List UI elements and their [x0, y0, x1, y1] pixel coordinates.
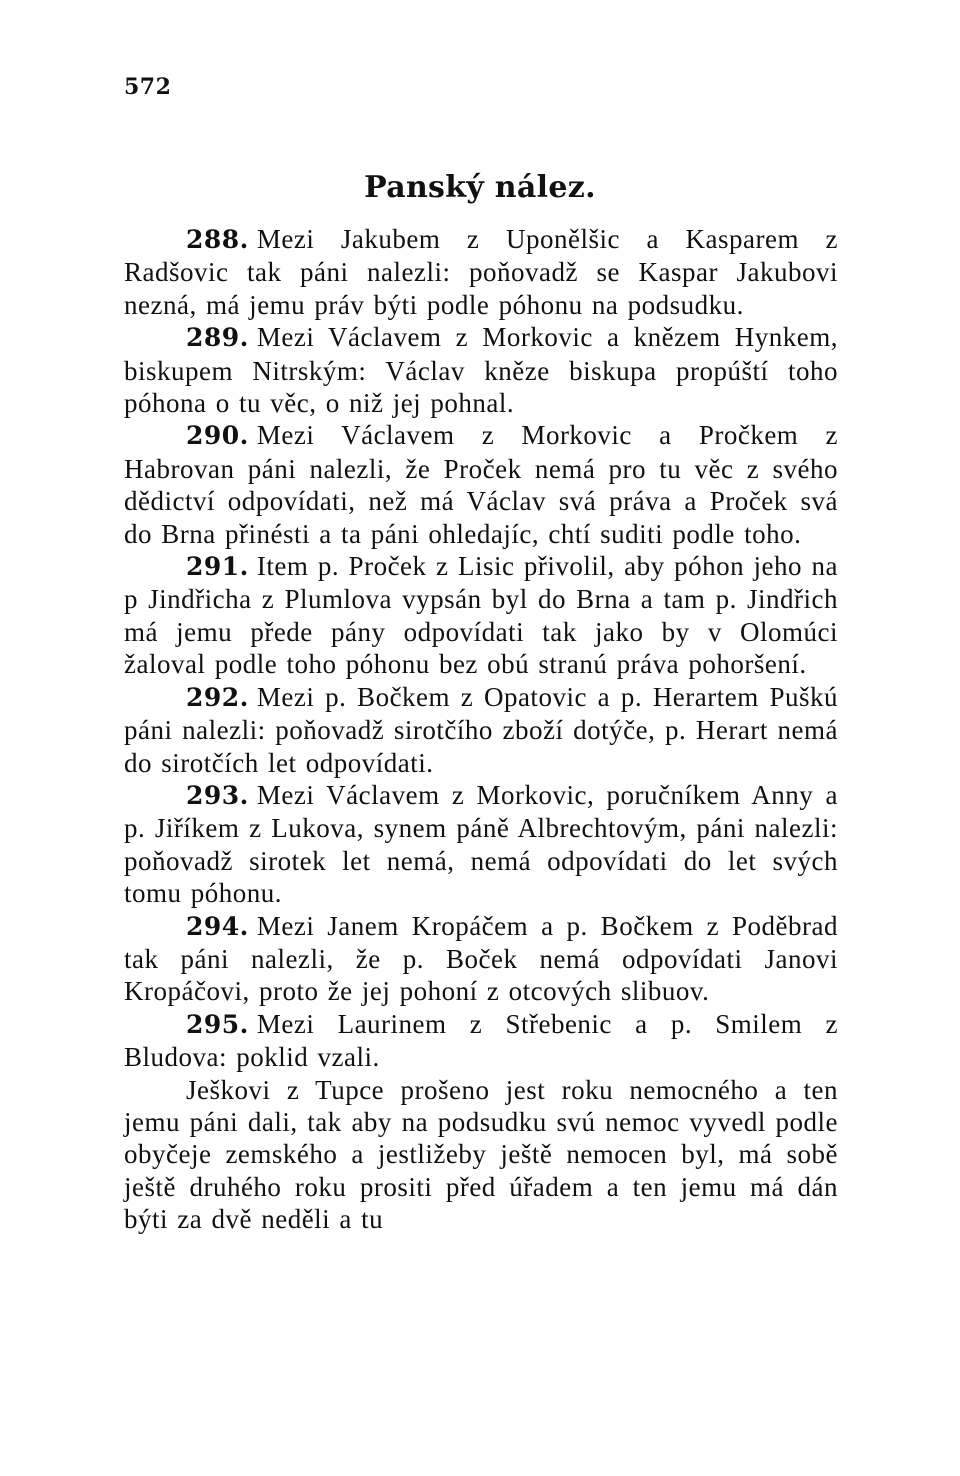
- paragraph-jeskovi: [124, 1074, 838, 1236]
- entry-number: 295.: [186, 1009, 249, 1039]
- page-number: 572: [124, 74, 172, 100]
- entry-294: [124, 910, 838, 1008]
- entry-290: [124, 419, 838, 550]
- entry-text: Mezi Jakubem z Uponělšic a Kasparem z Radšovic tak páni nalezli: poňovadž se Kaspar Jakubovi nezná, má jemu práv býti podle póhonu na podsudku.: [124, 224, 838, 320]
- entry-288: [124, 223, 838, 321]
- entry-number: 289.: [186, 323, 249, 353]
- entry-291: [124, 550, 838, 681]
- entry-text: Mezi Václavem z Morkovic a Pročkem z Habrovan páni nalezli, že Proček nemá pro tu věc z svého dědictví odpovídati, než má Václav svá práva a Proček svá do Brna přinésti a ta páni ohledajíc, chtí suditi podle toho.: [124, 420, 838, 549]
- entry-number: 288.: [186, 225, 249, 254]
- entry-number: 291.: [186, 552, 249, 582]
- body-text: [124, 223, 838, 1236]
- entry-text: Mezi Václavem z Morkovic a knězem Hynkem, biskupem Nitrským: Václav kněze biskupa propúští toho póhona o tu věc, o niž jej pohnal.: [124, 322, 838, 419]
- entry-number: 293.: [186, 780, 249, 810]
- entry-295: [124, 1008, 838, 1074]
- entry-text: Mezi Janem Kropáčem a p. Bočkem z Poděbrad tak páni nalezli, že p. Boček nemá odpovídati Janovi Kropáčovi, proto že jej pohoní z otcových slibuov.: [124, 910, 838, 1007]
- entry-number: 294.: [186, 911, 249, 941]
- entry-293: [124, 779, 838, 910]
- entry-number: 292.: [186, 682, 249, 712]
- page-title: Panský nález.: [364, 170, 596, 205]
- entry-text: Item p. Proček z Lisic přivolil, aby póhon jeho na p Jindřicha z Plumlova vypsán byl do Brna a tam p. Jindřich má jemu přede pány odpovídati tak jako by v Olomúci žaloval podle toho póhonu bez obú stranú práva pohoršení.: [124, 551, 838, 680]
- entry-292: [124, 681, 838, 779]
- entry-number: 290.: [186, 421, 249, 451]
- entry-289: [124, 321, 838, 419]
- entry-text: Mezi Václavem z Morkovic, poručníkem Anny a p. Jiříkem z Lukova, synem páně Albrechtovým, páni nalezli: poňovadž sirotek let nemá, nemá odpovídati do let svých tomu póhonu.: [124, 779, 838, 909]
- paragraph-text: Ješkovi z Tupce prošeno jest roku nemocného a ten jemu páni dali, tak aby na podsudku svú nemoc vyvedl podle obyčeje zemského a jestližeby ještě nemocen byl, má sobě ještě druhého roku prositi před úřadem a ten jemu má dán býti za dvě neděli a tu: [124, 1074, 838, 1235]
- entry-text: Mezi Laurinem z Střebenic a p. Smilem z Bludova: poklid vzali.: [124, 1008, 838, 1073]
- entry-text: Mezi p. Bočkem z Opatovic a p. Herartem Puškú páni nalezli: poňovadž sirotčího zboží dotýče, p. Herart nemá do sirotčích let odpovídati.: [124, 681, 838, 778]
